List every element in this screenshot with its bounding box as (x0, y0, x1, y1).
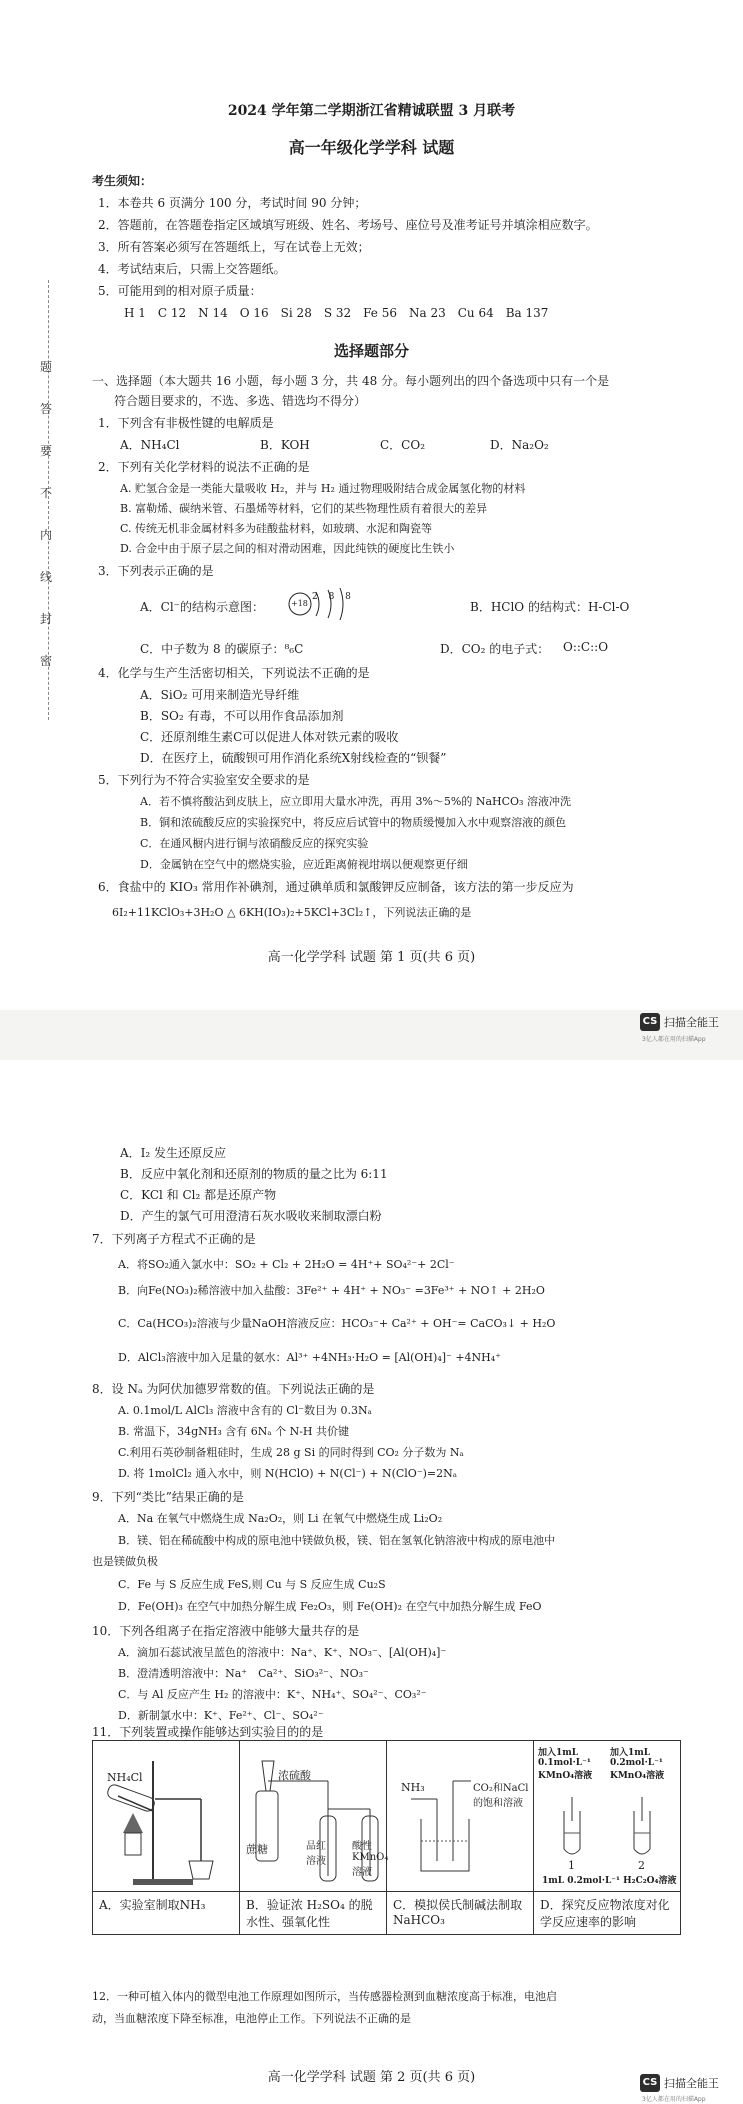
q8-option-d: D. 将 1molCl₂ 通入水中，则 N(HClO) + N(Cl⁻) + N(ClO⁻)=2Nₐ (118, 1467, 457, 1480)
q2-option-a: A. 贮氢合金是一类能大量吸收 H₂，并与 H₂ 通过物理吸附结合成金属氢化物的材料 (120, 482, 526, 495)
cs-badge-icon-2: CS (640, 2074, 660, 2092)
q10-option-c: C．与 Al 反应产生 H₂ 的溶液中：K⁺、NH₄⁺、SO₄²⁻、CO₃²⁻ (118, 1688, 427, 1701)
q11-option-c: C．模拟侯氏制碱法制取 NaHCO₃ (387, 1892, 534, 1935)
q5-option-b: B．铜和浓硫酸反应的实验探究中，将反应后试管中的物质缓慢加入水中观察溶液的颜色 (140, 816, 567, 829)
margin-char-2: 答 (40, 402, 53, 416)
q7-option-b: B．向Fe(NO₃)₂稀溶液中加入盐酸：3Fe²⁺ + 4H⁺ + NO₃⁻ =3Fe³⁺ + NO↑ + 2H₂O (118, 1284, 545, 1297)
apparatus-d-label5: 1mL 0.2mol·L⁻¹ H₂C₂O₄溶液 (542, 1876, 677, 1886)
apparatus-d-tube2: 2 (638, 1859, 645, 1872)
q11-option-a: A．实验室制取NH₃ (93, 1892, 240, 1935)
q7-stem: 7．下列离子方程式不正确的是 (92, 1232, 256, 1246)
apparatus-a-cell (93, 1741, 240, 1892)
q12-line-2: 动，当血糖浓度下降至标准，电池停止工作。下列说法不正确的是 (92, 2012, 411, 2025)
q3-option-d: D．CO₂ 的电子式： (440, 642, 550, 656)
q10-option-b: B．澄清透明溶液中：Na⁺ Ca²⁺、SiO₃²⁻、NO₃⁻ (118, 1667, 369, 1680)
scanner-watermark-2 (640, 2074, 719, 2092)
q4-option-a: A．SiO₂ 可用来制造光导纤维 (140, 688, 300, 702)
q8-option-a: A. 0.1mol/L AlCl₃ 溶液中含有的 Cl⁻数目为 0.3Nₐ (118, 1404, 372, 1417)
q3-option-a: A．Cl⁻的结构示意图： (140, 600, 265, 614)
scanner-app-tagline-2: 3亿人都在用的扫描App (642, 2096, 706, 2103)
section-intro-2: 符合题目要求的，不选、多选、错选均不得分） (114, 394, 367, 408)
apparatus-a-diagram (93, 1741, 239, 1891)
margin-char-7: 封 (40, 612, 53, 626)
q6-option-d: D．产生的氯气可用澄清石灰水吸收来制取漂白粉 (120, 1209, 382, 1223)
q4-option-c: C．还原剂维生素C可以促进人体对铁元素的吸收 (140, 730, 399, 744)
q9-stem: 9．下列“类比”结果正确的是 (92, 1490, 244, 1504)
q5-option-c: C．在通风橱内进行铜与浓硝酸反应的探究实验 (140, 837, 369, 850)
apparatus-d-label1: 加入1mL 0.1mol·L⁻¹ KMnO₄溶液 (538, 1748, 593, 1781)
apparatus-b-label3: 品红溶液 (306, 1841, 326, 1867)
q2-option-d: D. 合金中由于原子层之间的相对滑动困难，因此纯铁的硬度比生铁小 (120, 542, 455, 555)
q9-option-d: D．Fe(OH)₃ 在空气中加热分解生成 Fe₂O₃，则 Fe(OH)₂ 在空气中加热分解生成 FeO (118, 1600, 542, 1613)
exam-page-1 (0, 0, 743, 1010)
q1-option-b: B．KOH (260, 438, 310, 452)
q9-option-a: A．Na 在氧气中燃烧生成 Na₂O₂，则 Li 在氧气中燃烧生成 Li₂O₂ (118, 1512, 443, 1525)
apparatus-c-label1: NH₃ (401, 1781, 425, 1794)
notice-4: 4．考试结束后，只需上交答题纸。 (98, 262, 286, 276)
q11-option-b: B．验证浓 H₂SO₄ 的脱水性、强氧化性 (240, 1892, 387, 1935)
q4-option-d: D．在医疗上，硫酸钡可用作消化系统X射线检查的“钡餐” (140, 751, 447, 765)
atom-nucleus-charge: +18 (291, 599, 308, 608)
q12-line-1: 12．一种可植入体内的微型电池工作原理如图所示，当传感器检测到血糖浓度高于标准，电池启 (92, 1990, 557, 2003)
apparatus-b-label4: 酸性KMnO₄溶液 (352, 1841, 389, 1878)
apparatus-b-label1: 浓硫酸 (278, 1769, 311, 1782)
apparatus-d-cell (534, 1741, 681, 1892)
apparatus-c-diagram (387, 1741, 533, 1891)
apparatus-c-label2: CO₂和NaCl的饱和溶液 (473, 1783, 529, 1809)
q6-stem: 6．食盐中的 KIO₃ 常用作补碘剂，通过碘单质和氯酸钾反应制备，该方法的第一步反应为 (98, 880, 574, 894)
page-2-footer: 高一化学学科 试题 第 2 页(共 6 页) (267, 2070, 476, 2085)
q2-stem: 2．下列有关化学材料的说法不正确的是 (98, 460, 310, 474)
cs-badge-icon: CS (640, 1013, 660, 1031)
q3-option-c: C．中子数为 8 的碳原子：⁸₆C (140, 642, 304, 656)
notice-2: 2．答题前，在答题卷指定区域填写班级、姓名、考场号、座位号及准考证号并填涂相应数字。 (98, 218, 598, 232)
atom-shell-electrons: 2 8 8 (312, 592, 355, 602)
q1-option-c: C．CO₂ (380, 438, 426, 452)
q6-equation: 6I₂+11KClO₃+3H₂O △ 6KH(IO₃)₂+5KCl+3Cl₂↑，下列说法正确的是 (112, 906, 472, 919)
apparatus-b-label2: 蔗糖 (246, 1843, 268, 1856)
q7-option-a: A．将SO₂通入氯水中：SO₂ + Cl₂ + 2H₂O = 4H⁺+ SO₄²⁻+ 2Cl⁻ (118, 1258, 455, 1271)
q8-stem: 8．设 Nₐ 为阿伏加德罗常数的值。下列说法正确的是 (92, 1382, 375, 1396)
q5-option-d: D．金属钠在空气中的燃烧实验，应近距离俯视坩埚以便观察更仔细 (140, 858, 468, 871)
scanner-app-tagline: 3亿人都在用的扫描App (642, 1036, 706, 1043)
exam-title: 2024 学年第二学期浙江省精诚联盟 3 月联考 (227, 103, 516, 119)
apparatus-d-tube1: 1 (568, 1859, 575, 1872)
margin-char-1: 题 (40, 360, 53, 374)
q11-option-d: D．探究反应物浓度对化学反应速率的影响 (534, 1892, 681, 1935)
apparatus-a-label: NH₄Cl (107, 1771, 143, 1784)
margin-char-5: 内 (40, 528, 53, 542)
scanner-app-name: 扫描全能王 (664, 1016, 719, 1029)
section-title: 选择题部分 (333, 342, 409, 360)
q6-option-b: B．反应中氧化剂和还原剂的物质的量之比为 6:11 (120, 1167, 388, 1181)
notice-5: 5．可能用到的相对原子质量： (98, 284, 262, 298)
q9-option-c: C．Fe 与 S 反应生成 FeS,则 Cu 与 S 反应生成 Cu₂S (118, 1578, 386, 1591)
q5-option-a: A．若不慎将酸沾到皮肤上，应立即用大量水冲洗，再用 3%～5%的 NaHCO₃ 溶液冲洗 (140, 795, 571, 808)
notice-1: 1．本卷共 6 页满分 100 分，考试时间 90 分钟； (98, 196, 367, 210)
q6-option-c: C．KCl 和 Cl₂ 都是还原产物 (120, 1188, 277, 1202)
q3-stem: 3．下列表示正确的是 (98, 564, 214, 578)
q2-option-c: C. 传统无机非金属材料多为硅酸盐材料，如玻璃、水泥和陶瓷等 (120, 522, 433, 535)
q8-option-b: B. 常温下，34gNH₃ 含有 6Nₐ 个 N-H 共价键 (118, 1425, 350, 1438)
exam-subtitle: 高一年级化学学科 试题 (288, 138, 455, 157)
notice-heading: 考生须知： (92, 174, 153, 188)
q10-option-d: D．新制氯水中：K⁺、Fe²⁺、Cl⁻、SO₄²⁻ (118, 1709, 324, 1722)
q8-option-c: C.利用石英砂制备粗硅时，生成 28 g Si 的同时得到 CO₂ 分子数为 Nₐ (118, 1446, 464, 1459)
q7-option-d: D．AlCl₃溶液中加入足量的氨水：Al³⁺ +4NH₃·H₂O = [Al(OH)₄]⁻ +4NH₄⁺ (118, 1351, 501, 1364)
q1-option-a: A．NH₄Cl (120, 438, 180, 452)
q9-option-b-line2: 也是镁做负极 (92, 1555, 158, 1568)
q2-option-b: B. 富勒烯、碳纳米管、石墨烯等材料，它们的某些物理性质有着很大的差异 (120, 502, 488, 515)
q1-stem: 1．下列含有非极性键的电解质是 (98, 416, 274, 430)
apparatus-b-cell (240, 1741, 387, 1892)
margin-char-8: 密 (40, 654, 53, 668)
q10-stem: 10．下列各组离子在指定溶液中能够大量共存的是 (92, 1624, 360, 1638)
q6-option-a: A．I₂ 发生还原反应 (120, 1146, 227, 1160)
q4-option-b: B．SO₂ 有毒，不可以用作食品添加剂 (140, 709, 344, 723)
apparatus-table (92, 1740, 681, 1935)
q1-option-d: D．Na₂O₂ (490, 438, 549, 452)
q10-option-a: A．滴加石蕊试液呈蓝色的溶液中：Na⁺、K⁺、NO₃⁻、[Al(OH)₄]⁻ (118, 1646, 447, 1659)
margin-char-3: 要 (40, 444, 53, 458)
notice-3: 3．所有答案必须写在答题纸上，写在试卷上无效； (98, 240, 370, 254)
apparatus-c-cell (387, 1741, 534, 1892)
section-intro-1: 一、选择题（本大题共 16 小题，每小题 3 分，共 48 分。每小题列出的四个备选项中只有一个是 (92, 374, 610, 388)
q9-option-b-line1: B．镁、铝在稀硫酸中构成的原电池中镁做负极，镁、铝在氢氧化钠溶液中构成的原电池中 (118, 1534, 556, 1547)
margin-char-4: 不 (40, 486, 53, 500)
q5-stem: 5．下列行为不符合实验室安全要求的是 (98, 773, 310, 787)
atomic-masses: H 1 C 12 N 14 O 16 Si 28 S 32 Fe 56 Na 23 Cu 64 Ba 137 (124, 306, 549, 320)
q7-option-c: C．Ca(HCO₃)₂溶液与少量NaOH溶液反应：HCO₃⁻+ Ca²⁺ + OH⁻= CaCO₃↓ + H₂O (118, 1317, 556, 1330)
page-1-footer: 高一化学学科 试题 第 1 页(共 6 页) (267, 950, 476, 965)
q3-option-b: B．HClO 的结构式：H-Cl-O (470, 600, 630, 614)
scanner-app-name-2: 扫描全能王 (664, 2077, 719, 2090)
apparatus-d-label2: 加入1mL 0.2mol·L⁻¹ KMnO₄溶液 (610, 1748, 665, 1781)
scanner-watermark-1 (640, 1013, 719, 1031)
q11-stem: 11．下列装置或操作能够达到实验目的的是 (92, 1725, 324, 1739)
co2-electron-formula: O::C::O (563, 640, 609, 654)
q4-stem: 4．化学与生产生活密切相关，下列说法不正确的是 (98, 666, 370, 680)
margin-char-6: 线 (40, 570, 53, 584)
exam-page-2 (0, 1060, 743, 2104)
